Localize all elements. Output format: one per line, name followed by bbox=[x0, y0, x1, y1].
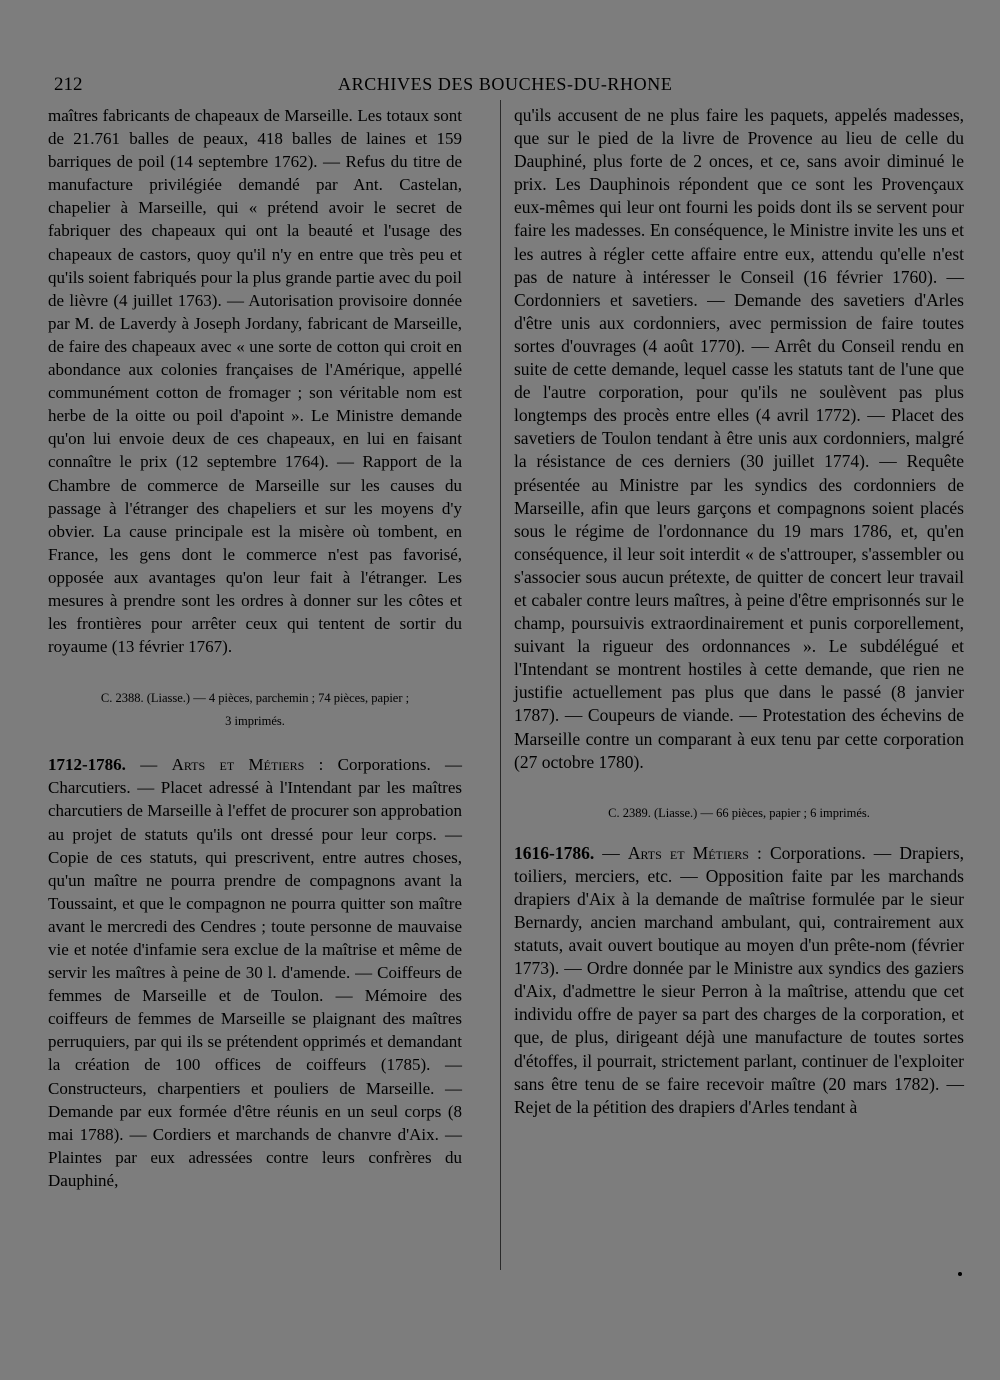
entry-2388-date: 1712-1786. bbox=[48, 755, 126, 775]
continuation-paragraph-left: maîtres fabricants de chapeaux de Marseille. Les totaux sont de 21.761 balles de peaux, 418 balles de laines et 159 barriques de poil (14 septembre 1762). — Refus du titre de manufacture privilégiée demandé par Ant. Castelan, chapelier à Marseille, qui « prétend avoir le secret de fabriquer des chapeaux qui ont la beauté et l'usage des chapeaux de castors, quoy qu'il n'y en entre que très peu et qu'ils soient fabriqués pour la plus grande partie avec du poil de lièvre (4 juillet 1763). — Autorisation provisoire donnée par M. de Laverdy à Joseph Jordany, fabricant de Marseille, de faire des chapeaux avec « une sorte de cotton qui croit en abondance aux colonies françaises de l'Amérique, appellé communément cotton de fromager ; son véritable nom est herbe de la oitte ou poil d'apoint ». Le Ministre demande qu'on lui envoie deux de ces chapeaux, en lui en faisant connaître le prix (12 septembre 1764). — Rapport de la Chambre de commerce de Marseille sur les causes du passage à l'étranger des chapeliers et sur les moyens d'y obvier. La cause principale est la misère où tombent, en France, les gens dont le commerce n'est pas favorisé, opposée aux avantages qu'on leur fait à l'étranger. Les mesures à prendre sont les ordres à donner sur les côtes et les frontières pour arrêter ceux qui tentent de sortir du royaume (13 février 1767). bbox=[48, 106, 462, 657]
archive-note-2388-line1: C. 2388. (Liasse.) — 4 pièces, parchemin ; 74 pièces, papier ; bbox=[100, 691, 410, 706]
running-title: ARCHIVES DES BOUCHES-DU-RHONE bbox=[338, 74, 673, 94]
archive-note-2388-line2: 3 imprimés. bbox=[225, 714, 285, 729]
page-number: 212 bbox=[54, 74, 83, 95]
entry-2388-paragraph: 1712-1786. — Arts et Métiers : Corporations. — Charcutiers. — Placet adressé à l'Intendant par les maîtres charcutiers de Marseille à l'effet de procurer son approbation au projet de statuts qu'ils ont dressé pour leur corps. — Copie de ces statuts, qui prescrivent, entre autres choses, qu'un maître ne pourra prendre de compagnons avant la Toussaint, et que le compagnon ne pourra quitter son maître avant le mercredi des Cendres ; toute personne de mauvaise vie et notée d'infamie sera exclue de la maîtrise et même de servir les maîtres à peine de 30 l. d'amende. — Coiffeurs de femmes de Marseille et de Toulon. — Mémoire des coiffeurs de femmes de Marseille se plaignant des maîtres perruquiers, par qui ils se prétendent opprimés et demandant la création de 100 offices de coiffeurs (1785). — Constructeurs, charpentiers et pouliers de Marseille. — Demande par eux formée d'être réunis en un seul corps (8 mai 1788). — Cordiers et marchands de chanvre d'Aix. — Plaintes par eux adressées contre leurs confrères du Dauphiné, bbox=[48, 755, 463, 1190]
entry-2388-heading: Arts et Métiers bbox=[171, 755, 305, 775]
entry-2389-paragraph: 1616-1786. — Arts et Métiers : Corporations. — Drapiers, toiliers, merciers, etc. — Opposition faite par les marchands drapiers d'Aix à la demande de maîtrise formulée par le sieur Bernardy, ancien marchand ambulant, qui, contrairement aux statuts, avait ouvert boutique au moyen d'un prête-nom (février 1773). — Ordre donnée par le Ministre aux syndics des gaziers d'Aix, d'admettre le sieur Perron à la maîtrise, attendu que cet individu offre de payer sa part des charges de la corporation, et que, de plus, dirigeant déjà une manufacture de toutes sortes d'étoffes, il pourrait, strictement parlant, continuer de l'exploiter sans être tenu de se faire recevoir maître (20 mars 1782). — Rejet de la pétition des drapiers d'Arles tendant à bbox=[514, 842, 965, 1117]
left-column bbox=[48, 104, 462, 1192]
entry-2389-heading: Arts et Métiers bbox=[627, 842, 749, 863]
entry-2388-text: : Corporations. — Charcutiers. — Placet adressé à l'Intendant par les maîtres charcutiers de Marseille à l'effet de procurer son approbation au projet de statuts qu'ils ont dressé pour leur corps. — Copie de ces statuts, qui prescrivent, entre autres choses, qu'un maître ne pourra prendre de compagnons avant la Toussaint, et que le compagnon ne pourra quitter son maître avant le mercredi des Cendres ; toute personne de mauvaise vie et notée d'infamie sera exclue de la maîtrise et même de servir les maîtres à peine de 30 l. d'amende. — Coiffeurs de femmes de Marseille et de Toulon. — Mémoire des coiffeurs de femmes de Marseille se plaignant des maîtres perruquiers, par qui ils se prétendent opprimés et demandant la création de 100 offices de coiffeurs (1785). — Constructeurs, charpentiers et pouliers de Marseille. — Demande par eux formée d'être réunis en un seul corps (8 mai 1788). — Cordiers et marchands de chanvre d'Aix. — Plaintes par eux adressées contre leurs confrères du Dauphiné, bbox=[48, 755, 463, 1190]
entry-2389-date: 1616-1786. bbox=[514, 842, 595, 863]
archive-note-2388 bbox=[48, 687, 462, 733]
column-divider bbox=[500, 100, 501, 1270]
right-column bbox=[514, 104, 964, 1119]
archive-note-2389: C. 2389. (Liasse.) — 66 pièces, papier ; 6 imprimés. bbox=[608, 805, 870, 820]
entry-2389-text: : Corporations. — Drapiers, toiliers, merciers, etc. — Opposition faite par les marchands drapiers d'Aix à la demande de maîtrise formulée par le sieur Bernardy, ancien marchand ambulant, qui, contrairement aux statuts, avait ouvert boutique au moyen d'un prête-nom (février 1773). — Ordre donnée par le Ministre aux syndics des gaziers d'Aix, d'admettre le sieur Perron à la maîtrise, attendu que cet individu offre de payer sa part des charges de la corporation, et que, de plus, dirigeant déjà une manufacture de toutes sortes d'étoffes, il pourrait, strictement parlant, continuer de l'exploiter sans être tenu de se faire recevoir maître (20 mars 1782). — Rejet de la pétition des drapiers d'Arles tendant à bbox=[514, 842, 965, 1117]
margin-dot bbox=[958, 1272, 962, 1276]
continuation-paragraph-right: qu'ils accusent de ne plus faire les paquets, appelés madesses, que sur le pied de la livre de Provence au lieu de celle du Dauphiné, plus forte de 2 onces, et ce, sans avoir diminué le prix. Les Dauphinois répondent que ce sont les Provençaux eux-mêmes qui leur ont fourni les poids dont ils se servent pour faire les madesses. En conséquence, le Ministre invite les uns et les autres à régler cette affaire entre eux, attendu qu'elle n'est pas de nature à intéresser le Conseil (16 février 1760). — Cordonniers et savetiers. — Demande des savetiers d'Arles d'être unis aux cordonniers, avec permission de faire toutes sortes d'ouvrages (4 août 1770). — Arrêt du Conseil rendu en suite de cette demande, lequel casse les statuts tant de l'une que de l'autre corporation, pour qu'ils ne soulèvent pas plus longtemps des procès entre elles (4 avril 1772). — Placet des savetiers de Toulon tendant à être unis aux cordonniers, malgré la résistance de ces derniers (30 juillet 1774). — Requête présentée au Ministre par les syndics des cordonniers de Marseille, afin que leurs garçons et compagnons soient placés sous le régime de l'ordonnance du 19 mars 1786, et, qu'en conséquence, il leur soit interdit « de s'attrouper, s'assembler ou s'associer sous aucun prétexte, de quitter de concert leur travail et cabaler contre leurs maîtres, à peine d'être emprisonnés sur le champ, poursuivis extraordinairement et punis corporellement, suivant la rigueur des ordonnances ». Le subdélégué et l'Intendant se montrent hostiles à cette demande, que rien ne justifie actuellement pas plus que dans le passé (8 janvier 1787). — Coupeurs de viande. — Protestation des échevins de Marseille contre un comparant à eux tenu par cette corporation (27 octobre 1780). bbox=[514, 105, 964, 772]
